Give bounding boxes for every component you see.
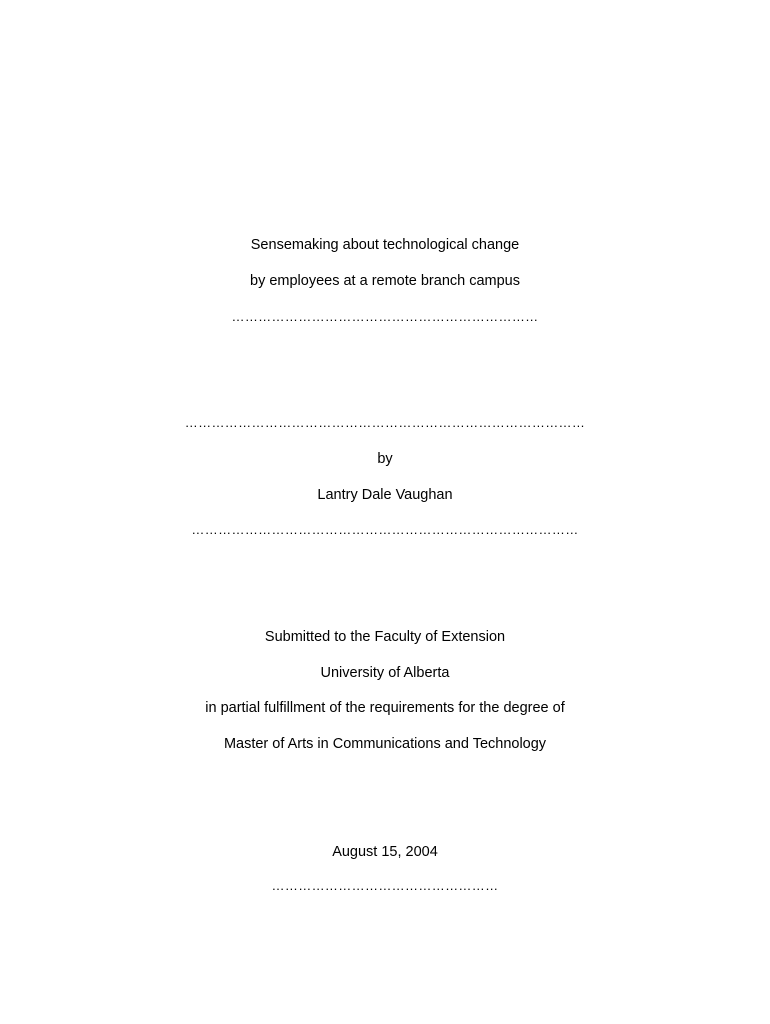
dotted-separator-2: ……………………………………………………………………………… [184, 415, 586, 430]
thesis-title-line-1: Sensemaking about technological change [250, 237, 520, 253]
by-label: by [377, 451, 393, 467]
thesis-title-line-2: by employees at a remote branch campus [250, 273, 520, 289]
submission-date: August 15, 2004 [332, 844, 438, 860]
dotted-separator-4: …………………………………………… [271, 878, 499, 893]
submitted-line: Submitted to the Faculty of Extension [264, 629, 506, 645]
author-name: Lantry Dale Vaughan [317, 487, 453, 503]
degree-name: Master of Arts in Communications and Technology [223, 736, 547, 752]
dotted-separator-1: …………………………………………………………… [231, 309, 539, 324]
fulfillment-line: in partial fulfillment of the requirements for the degree of [205, 700, 565, 716]
university-name: University of Alberta [320, 665, 450, 681]
dotted-separator-3: …………………………………………………………………………… [191, 522, 579, 537]
